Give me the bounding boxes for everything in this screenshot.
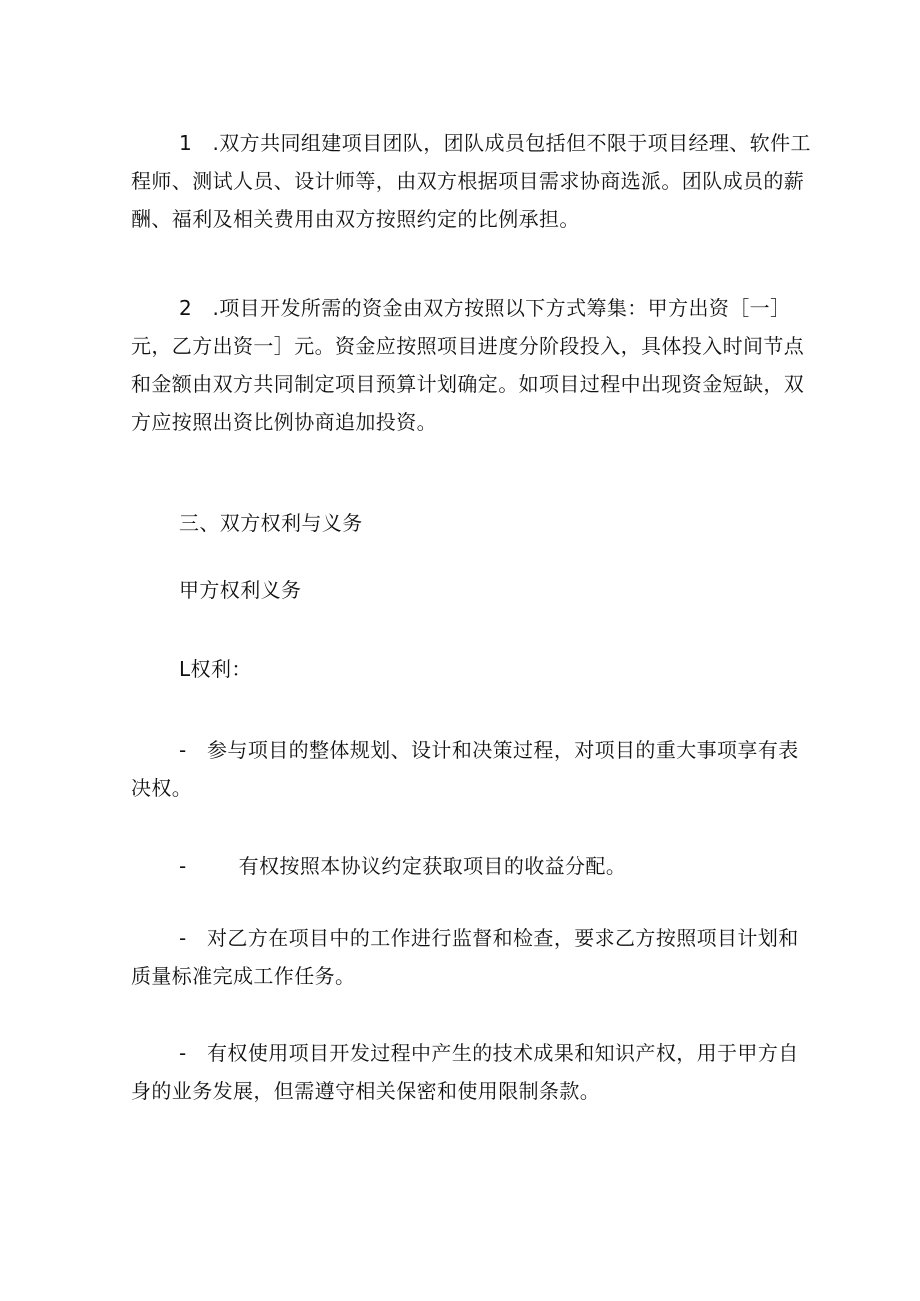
paragraph-team-formation: 1 .双方共同组建项目团队，团队成员包括但不限于项目经理、软件工程师、测试人员、设计师等，由双方根据项目需求协商选派。团队成员的薪酬、福利及相关费用由双方按照约定的比例承担。 (131, 131, 811, 231)
bullet-item: - 有权使用项目开发过程中产生的技术成果和知识产权，用于甲方自身的业务发展，但需遵守相关保密和使用限制条款。 (131, 1041, 799, 1103)
bullet-item: - 对乙方在项目中的工作进行监督和检查，要求乙方按照项目计划和质量标准完成工作任务。 (131, 926, 799, 988)
section-heading: 三、双方权利与义务 (179, 511, 363, 535)
bullet-item: - 参与项目的整体规划、设计和决策过程，对项目的重大事项享有表决权。 (131, 738, 799, 800)
bullet-item (179, 847, 626, 885)
paragraph-funding: 2 .项目开发所需的资金由双方按照以下方式筹集：甲方出资［一］元，乙方出资一］元。资金应按照项目进度分阶段投入，具体投入时间节点和金额由双方共同制定项目预算计划确定。如项目过程中出现资金短缺，双方应按照出资比例协商追加投资。 (131, 296, 805, 434)
sub-heading: 甲方权利义务 (179, 578, 302, 602)
bullet-dash: - (179, 854, 187, 878)
bullet-text: 有权按照本协议约定获取项目的收益分配。 (238, 854, 627, 878)
rights-label: L权利： (179, 657, 252, 681)
